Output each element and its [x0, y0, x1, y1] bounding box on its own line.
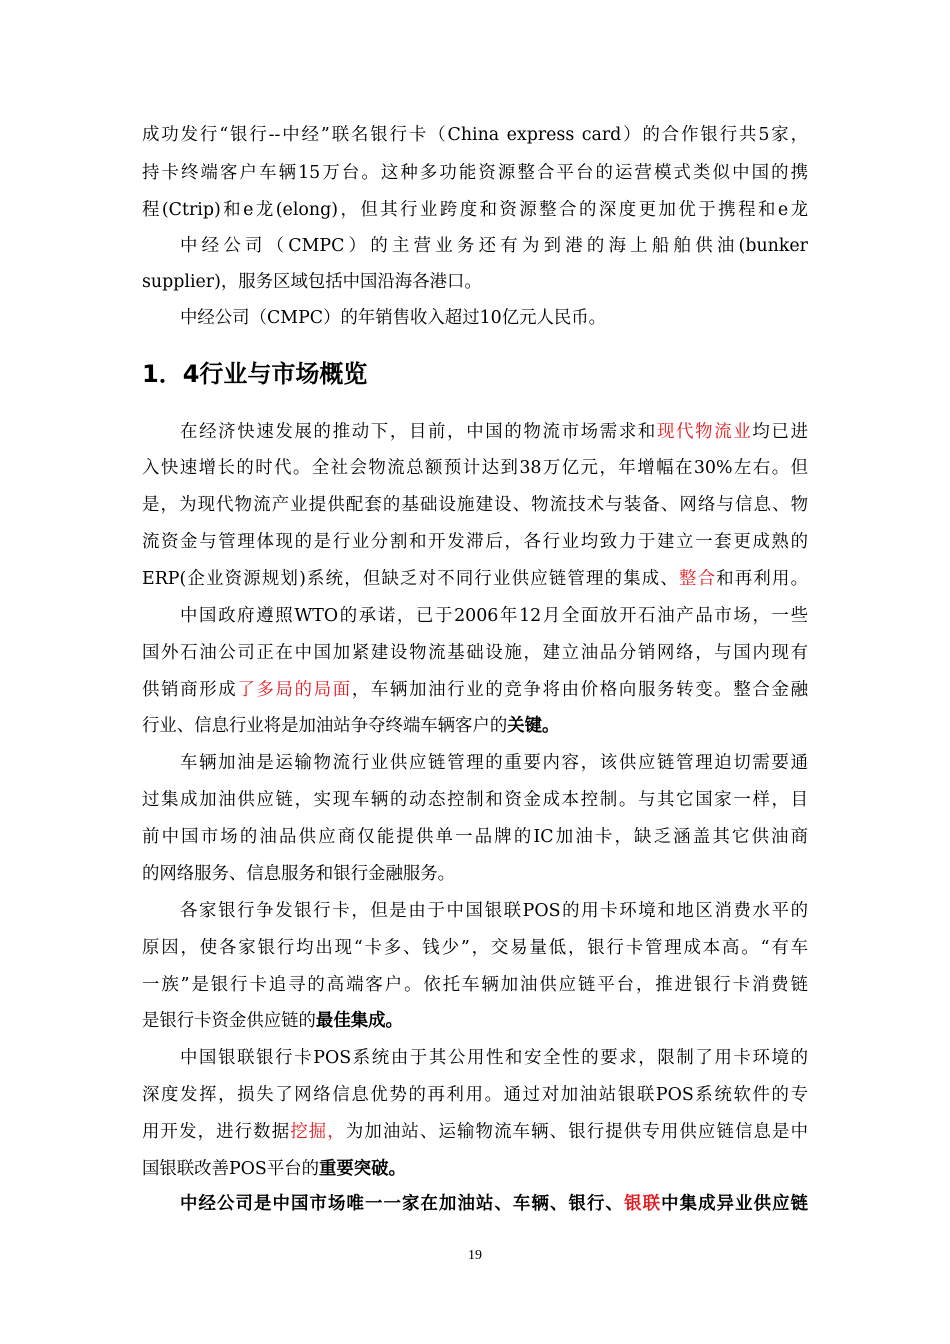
- p5-text: 国银联改善POS平台的: [142, 1159, 319, 1179]
- p1-line-3: 是，为现代物流产业提供配套的基础设施建设、物流技术与装备、网络与信息、物: [142, 495, 808, 515]
- p3-line-3: 前中国市场的油品供应商仅能提供单一品牌的IC加油卡，缺乏涵盖其它供油商: [142, 827, 808, 847]
- p1-text: 在经济快速发展的推动下，目前，中国的物流市场需求和: [180, 422, 658, 442]
- p2-line-2: 国外石油公司正在中国加紧建设物流基础设施，建立油品分销网络，与国内现有: [142, 643, 808, 663]
- p2-text: ，车辆加油行业的竞争将由价格向服务转变。整合金融: [351, 680, 808, 700]
- p6-text: 中集成异业供应链: [661, 1194, 808, 1214]
- intro-line-5: supplier)，服务区域包括中国沿海各港口。: [142, 272, 482, 292]
- p5-line-3: [142, 1120, 808, 1144]
- p2-text: 行业、信息行业将是加油站争夺终端车辆客户的: [142, 716, 508, 736]
- p2-line-3: [142, 678, 808, 702]
- p5-line-2: 深度发挥，损失了网络信息优势的再利用。通过对加油站银联POS系统软件的专: [142, 1085, 808, 1105]
- p3-line-1: 车辆加油是运输物流行业供应链管理的重要内容，该供应链管理迫切需要通: [180, 753, 808, 773]
- p4-line-2: 原因，使各家银行均出现“卡多、钱少”，交易量低，银行卡管理成本高。“有车: [142, 938, 808, 958]
- p1-text: 均已进: [752, 422, 808, 442]
- p2-line-4: [142, 714, 808, 738]
- intro-line-6: 中经公司（CMPC）的年销售收入超过10亿元人民币。: [180, 308, 607, 328]
- p1-highlight: 整合: [679, 569, 717, 589]
- section-heading: 1．4行业与市场概览: [142, 360, 368, 388]
- p2-bold: 关键。: [507, 716, 560, 736]
- p1-highlight: 现代物流业: [657, 422, 753, 442]
- p1-text: 和再利用。: [716, 569, 808, 589]
- p5-line-4: [142, 1157, 808, 1181]
- p4-text: 是银行卡资金供应链的: [142, 1011, 316, 1031]
- p6-line-1: [180, 1192, 808, 1216]
- p6-text: 中经公司是中国市场唯一一家在加油站、车辆、银行、: [180, 1194, 625, 1214]
- p4-line-3: 一族”是银行卡追寻的高端客户。依托车辆加油供应链平台，推进银行卡消费链: [142, 975, 808, 995]
- p2-text: 供销商形成: [142, 680, 238, 700]
- p5-line-1: 中国银联银行卡POS系统由于其公用性和安全性的要求，限制了用卡环境的: [180, 1048, 808, 1068]
- p3-line-2: 过集成加油供应链，实现车辆的动态控制和资金成本控制。与其它国家一样，目: [142, 790, 808, 810]
- p3-line-4: 的网络服务、信息服务和银行金融服务。: [142, 864, 456, 884]
- intro-line-4: 中经公司（CMPC）的主营业务还有为到港的海上船舶供油(bunker: [180, 236, 808, 256]
- intro-line-3: 程(Ctrip)和e龙(elong)，但其行业跨度和资源整合的深度更加优于携程和e龙: [142, 200, 808, 220]
- p1-line-4: 流资金与管理体现的是行业分割和开发滞后，各行业均致力于建立一套更成熟的: [142, 532, 808, 552]
- p5-highlight: 挖掘，: [290, 1122, 346, 1142]
- p4-line-4: [142, 1009, 808, 1033]
- p2-line-1: 中国政府遵照WTO的承诺，已于2006年12月全面放开石油产品市场，一些: [180, 606, 808, 626]
- p2-highlight: 了多局的局面: [237, 680, 352, 700]
- p4-line-1: 各家银行争发银行卡，但是由于中国银联POS的用卡环境和地区消费水平的: [180, 901, 808, 921]
- intro-line-2: 持卡终端客户车辆15万台。这种多功能资源整合平台的运营模式类似中国的携: [142, 163, 808, 183]
- intro-line-1: 成功发行“银行--中经”联名银行卡（China express card）的合作银行共5家，: [142, 125, 808, 145]
- p6-highlight: 银联: [624, 1194, 662, 1214]
- page-number: 19: [468, 1248, 482, 1263]
- p1-line-1: [180, 420, 808, 444]
- p5-bold: 重要突破。: [319, 1159, 406, 1179]
- p1-text: ERP(企业资源规划)系统，但缺乏对不同行业供应链管理的集成、: [142, 569, 679, 589]
- p1-line-5: [142, 567, 808, 591]
- p4-bold: 最佳集成。: [315, 1011, 403, 1031]
- p5-text: 用开发，进行数据: [142, 1122, 291, 1142]
- p5-text: 为加油站、运输物流车辆、银行提供专用供应链信息是中: [345, 1122, 808, 1142]
- p1-line-2: 入快速增长的时代。全社会物流总额预计达到38万亿元，年增幅在30%左右。但: [142, 458, 808, 478]
